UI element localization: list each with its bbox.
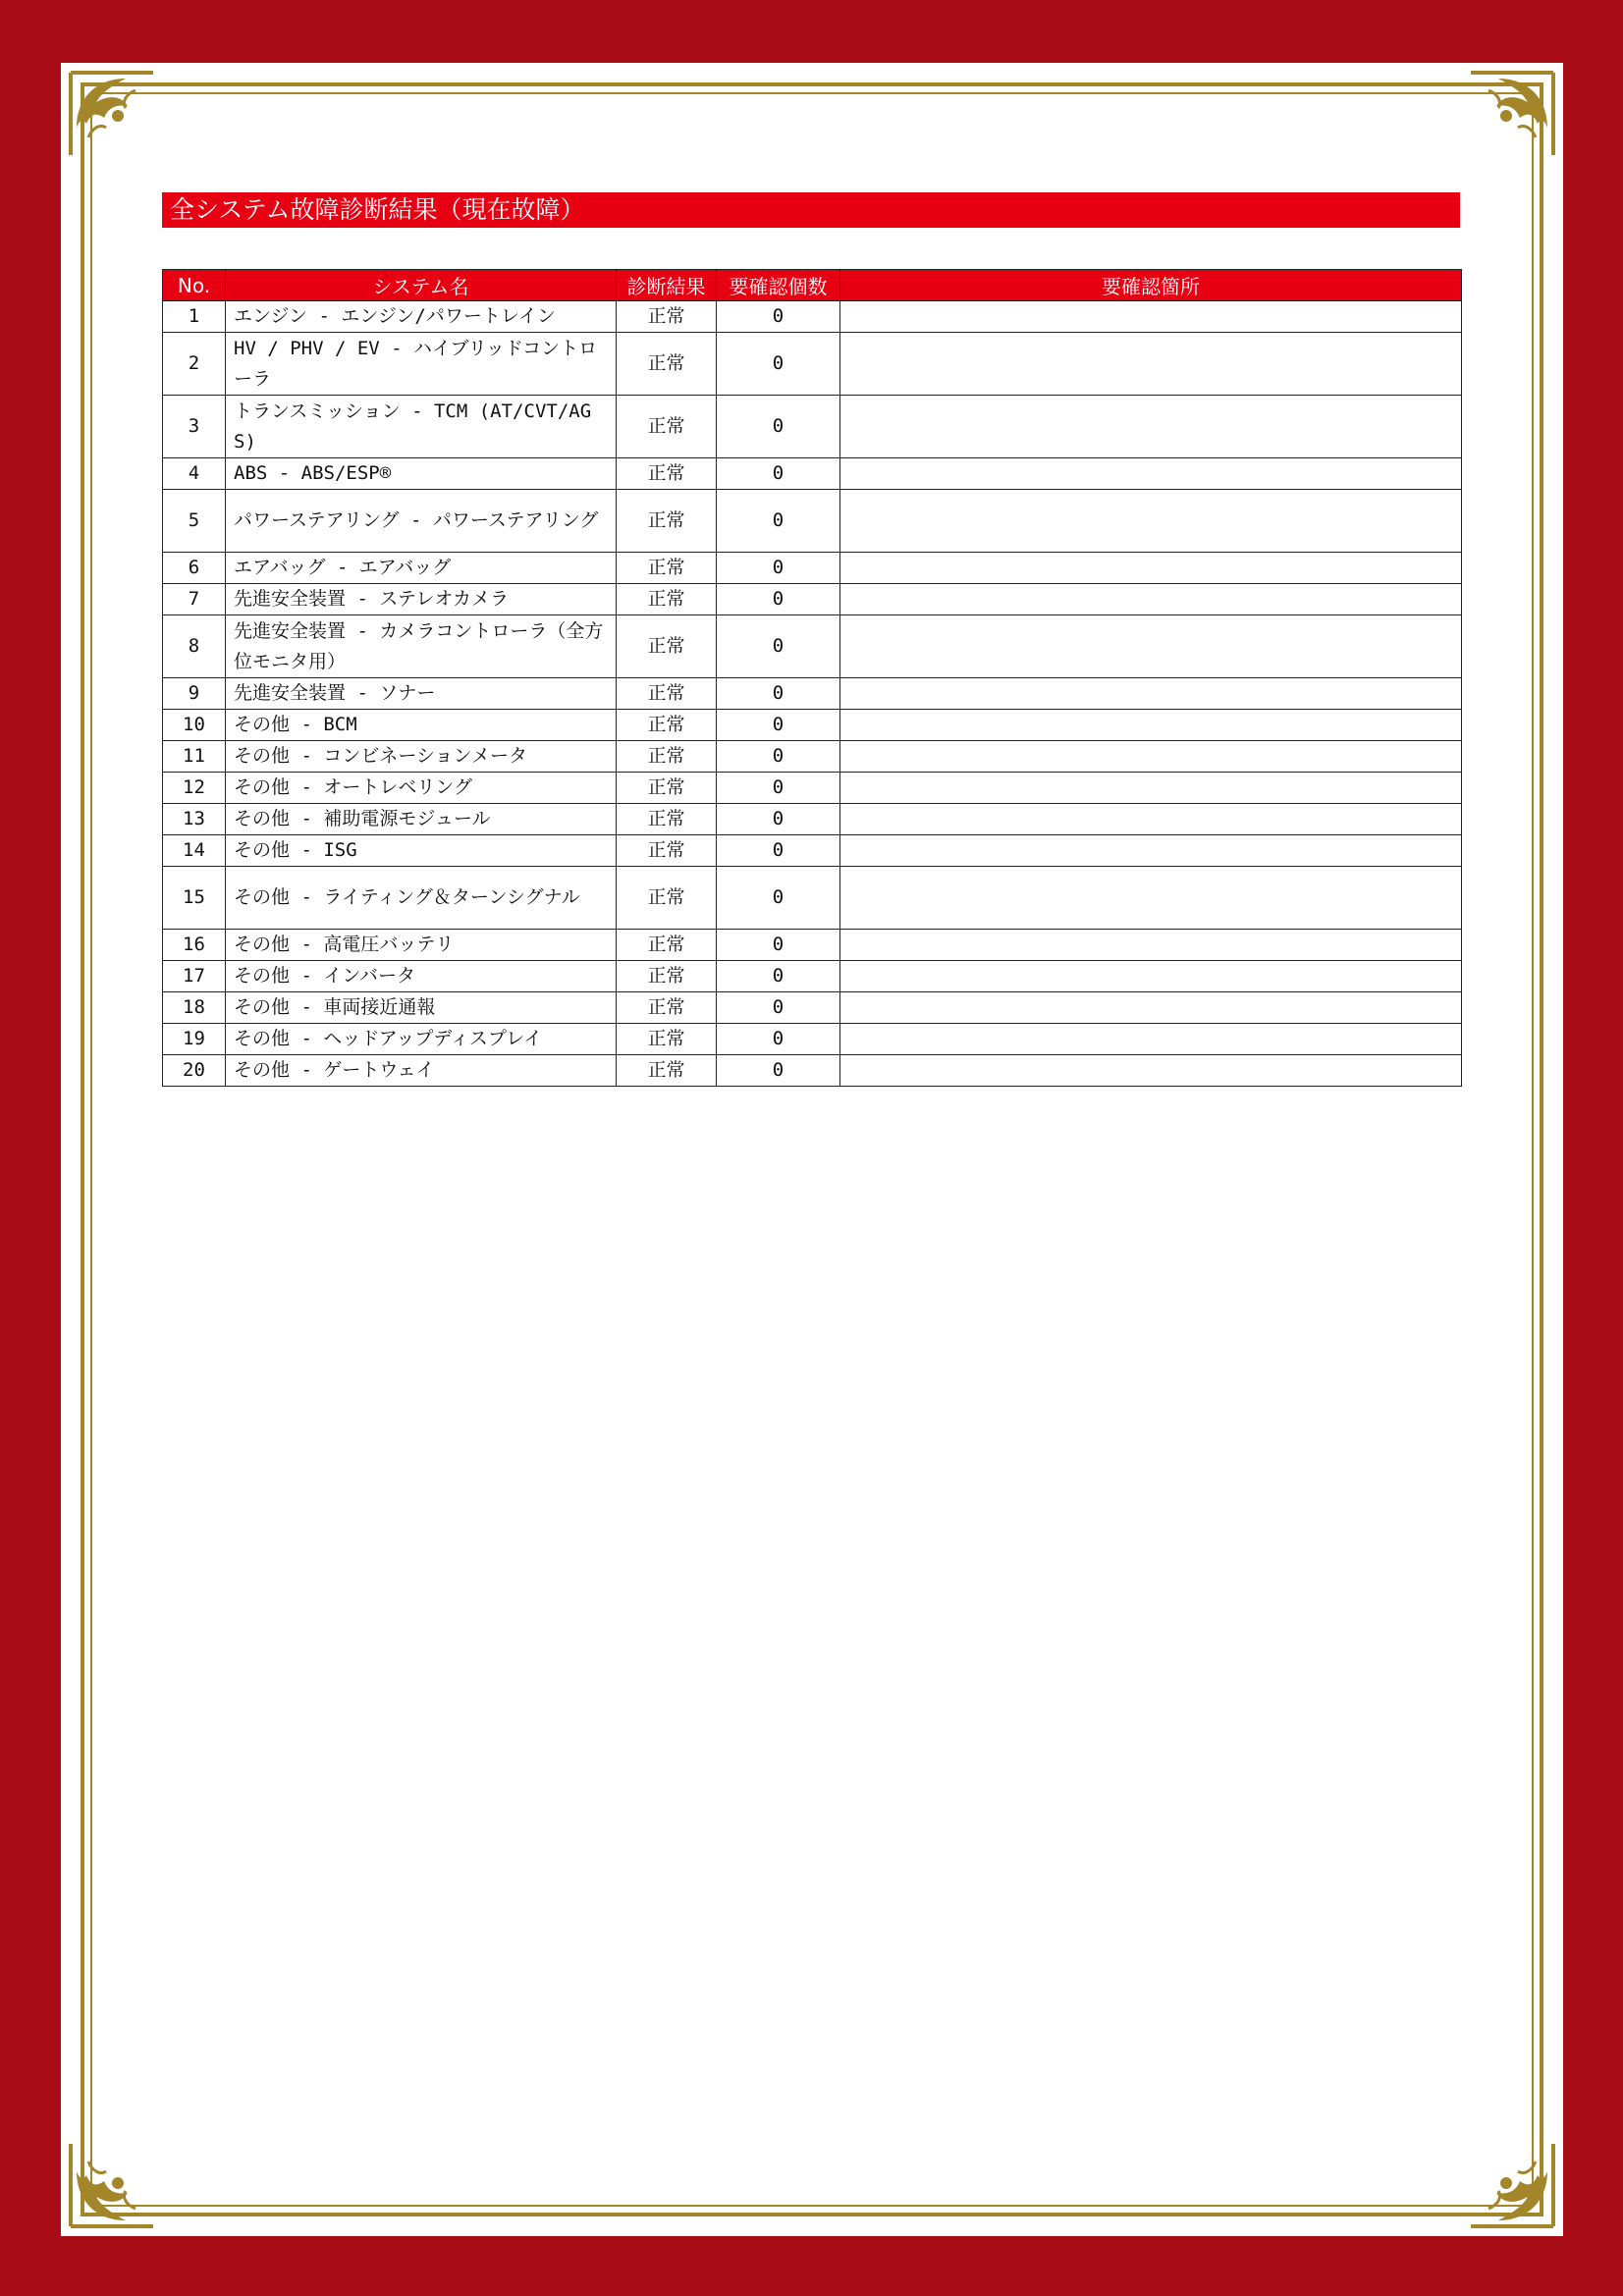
row-check-location (840, 396, 1462, 458)
row-check-count: 0 (717, 867, 840, 930)
table-row (163, 930, 1462, 961)
row-system-name: その他 - コンビネーションメータ (226, 741, 617, 773)
row-result: 正常 (617, 773, 717, 804)
row-check-count: 0 (717, 490, 840, 553)
row-result: 正常 (617, 458, 717, 490)
row-result: 正常 (617, 741, 717, 773)
table-row (163, 1055, 1462, 1087)
row-check-count: 0 (717, 773, 840, 804)
row-check-location (840, 584, 1462, 615)
table-row (163, 773, 1462, 804)
row-system-name: その他 - オートレベリング (226, 773, 617, 804)
row-no: 9 (163, 678, 226, 710)
row-check-location (840, 458, 1462, 490)
row-check-count: 0 (717, 553, 840, 584)
row-check-count: 0 (717, 615, 840, 678)
row-no: 20 (163, 1055, 226, 1087)
table-header-row (163, 270, 1462, 301)
row-result: 正常 (617, 333, 717, 396)
corner-ornament-icon (1467, 2140, 1557, 2230)
row-result: 正常 (617, 710, 717, 741)
table-row (163, 615, 1462, 678)
table-row (163, 553, 1462, 584)
row-check-location (840, 741, 1462, 773)
row-no: 18 (163, 992, 226, 1024)
row-system-name: その他 - ISG (226, 835, 617, 867)
table-row (163, 710, 1462, 741)
row-no: 2 (163, 333, 226, 396)
row-check-count: 0 (717, 678, 840, 710)
row-result: 正常 (617, 396, 717, 458)
row-check-count: 0 (717, 333, 840, 396)
row-check-count: 0 (717, 804, 840, 835)
row-result: 正常 (617, 1024, 717, 1055)
row-check-count: 0 (717, 710, 840, 741)
table-row (163, 396, 1462, 458)
section-title: 全システム故障診断結果（現在故障） (162, 192, 1460, 228)
row-no: 12 (163, 773, 226, 804)
row-system-name: その他 - ヘッドアップディスプレイ (226, 1024, 617, 1055)
row-check-location (840, 1055, 1462, 1087)
row-no: 17 (163, 961, 226, 992)
table-row (163, 992, 1462, 1024)
table-row (163, 333, 1462, 396)
row-check-count: 0 (717, 396, 840, 458)
header-check-location: 要確認箇所 (840, 270, 1462, 301)
header-system-name: システム名 (226, 270, 617, 301)
row-check-location (840, 301, 1462, 333)
diagnosis-table (162, 269, 1462, 1087)
row-no: 10 (163, 710, 226, 741)
row-no: 3 (163, 396, 226, 458)
row-no: 13 (163, 804, 226, 835)
row-result: 正常 (617, 867, 717, 930)
row-no: 4 (163, 458, 226, 490)
header-no: No. (163, 270, 226, 301)
row-check-count: 0 (717, 930, 840, 961)
row-system-name: 先進安全装置 - カメラコントローラ（全方位モニタ用） (226, 615, 617, 678)
row-system-name: その他 - 補助電源モジュール (226, 804, 617, 835)
row-no: 16 (163, 930, 226, 961)
row-check-count: 0 (717, 458, 840, 490)
header-check-count: 要確認個数 (717, 270, 840, 301)
table-row (163, 490, 1462, 553)
row-result: 正常 (617, 490, 717, 553)
row-system-name: その他 - 高電圧バッテリ (226, 930, 617, 961)
row-check-location (840, 490, 1462, 553)
row-system-name: ABS - ABS/ESP® (226, 458, 617, 490)
row-system-name: 先進安全装置 - ステレオカメラ (226, 584, 617, 615)
row-result: 正常 (617, 835, 717, 867)
row-check-location (840, 553, 1462, 584)
corner-ornament-icon (67, 69, 157, 159)
row-check-count: 0 (717, 741, 840, 773)
row-check-count: 0 (717, 961, 840, 992)
header-result: 診断結果 (617, 270, 717, 301)
table-row (163, 678, 1462, 710)
row-check-location (840, 1024, 1462, 1055)
row-system-name: その他 - インバータ (226, 961, 617, 992)
row-no: 8 (163, 615, 226, 678)
row-check-location (840, 961, 1462, 992)
row-system-name: その他 - BCM (226, 710, 617, 741)
row-result: 正常 (617, 804, 717, 835)
row-system-name: HV / PHV / EV - ハイブリッドコントローラ (226, 333, 617, 396)
row-check-location (840, 773, 1462, 804)
row-result: 正常 (617, 615, 717, 678)
row-no: 19 (163, 1024, 226, 1055)
row-check-location (840, 835, 1462, 867)
row-system-name: トランスミッション - TCM (AT/CVT/AGS) (226, 396, 617, 458)
row-check-count: 0 (717, 1024, 840, 1055)
row-check-count: 0 (717, 584, 840, 615)
row-check-count: 0 (717, 835, 840, 867)
table-row (163, 804, 1462, 835)
table-row (163, 458, 1462, 490)
row-result: 正常 (617, 678, 717, 710)
row-system-name: その他 - ライティング＆ターンシグナル (226, 867, 617, 930)
row-system-name: エアバッグ - エアバッグ (226, 553, 617, 584)
row-result: 正常 (617, 584, 717, 615)
corner-ornament-icon (67, 2140, 157, 2230)
row-no: 14 (163, 835, 226, 867)
row-no: 11 (163, 741, 226, 773)
row-system-name: パワーステアリング - パワーステアリング (226, 490, 617, 553)
row-check-location (840, 867, 1462, 930)
row-system-name: 先進安全装置 - ソナー (226, 678, 617, 710)
row-no: 5 (163, 490, 226, 553)
row-check-count: 0 (717, 992, 840, 1024)
row-no: 15 (163, 867, 226, 930)
row-result: 正常 (617, 961, 717, 992)
row-result: 正常 (617, 1055, 717, 1087)
row-check-count: 0 (717, 301, 840, 333)
row-check-location (840, 615, 1462, 678)
row-result: 正常 (617, 992, 717, 1024)
row-result: 正常 (617, 930, 717, 961)
table-row (163, 961, 1462, 992)
row-no: 1 (163, 301, 226, 333)
row-result: 正常 (617, 301, 717, 333)
table-row (163, 301, 1462, 333)
table-row (163, 867, 1462, 930)
row-system-name: その他 - 車両接近通報 (226, 992, 617, 1024)
table-row (163, 835, 1462, 867)
corner-ornament-icon (1467, 69, 1557, 159)
row-no: 7 (163, 584, 226, 615)
row-check-location (840, 804, 1462, 835)
row-check-location (840, 678, 1462, 710)
row-check-location (840, 710, 1462, 741)
row-check-location (840, 992, 1462, 1024)
table-row (163, 1024, 1462, 1055)
row-check-location (840, 333, 1462, 396)
table-row (163, 741, 1462, 773)
table-row (163, 584, 1462, 615)
row-system-name: その他 - ゲートウェイ (226, 1055, 617, 1087)
row-check-count: 0 (717, 1055, 840, 1087)
row-no: 6 (163, 553, 226, 584)
row-check-location (840, 930, 1462, 961)
row-system-name: エンジン - エンジン/パワートレイン (226, 301, 617, 333)
row-result: 正常 (617, 553, 717, 584)
